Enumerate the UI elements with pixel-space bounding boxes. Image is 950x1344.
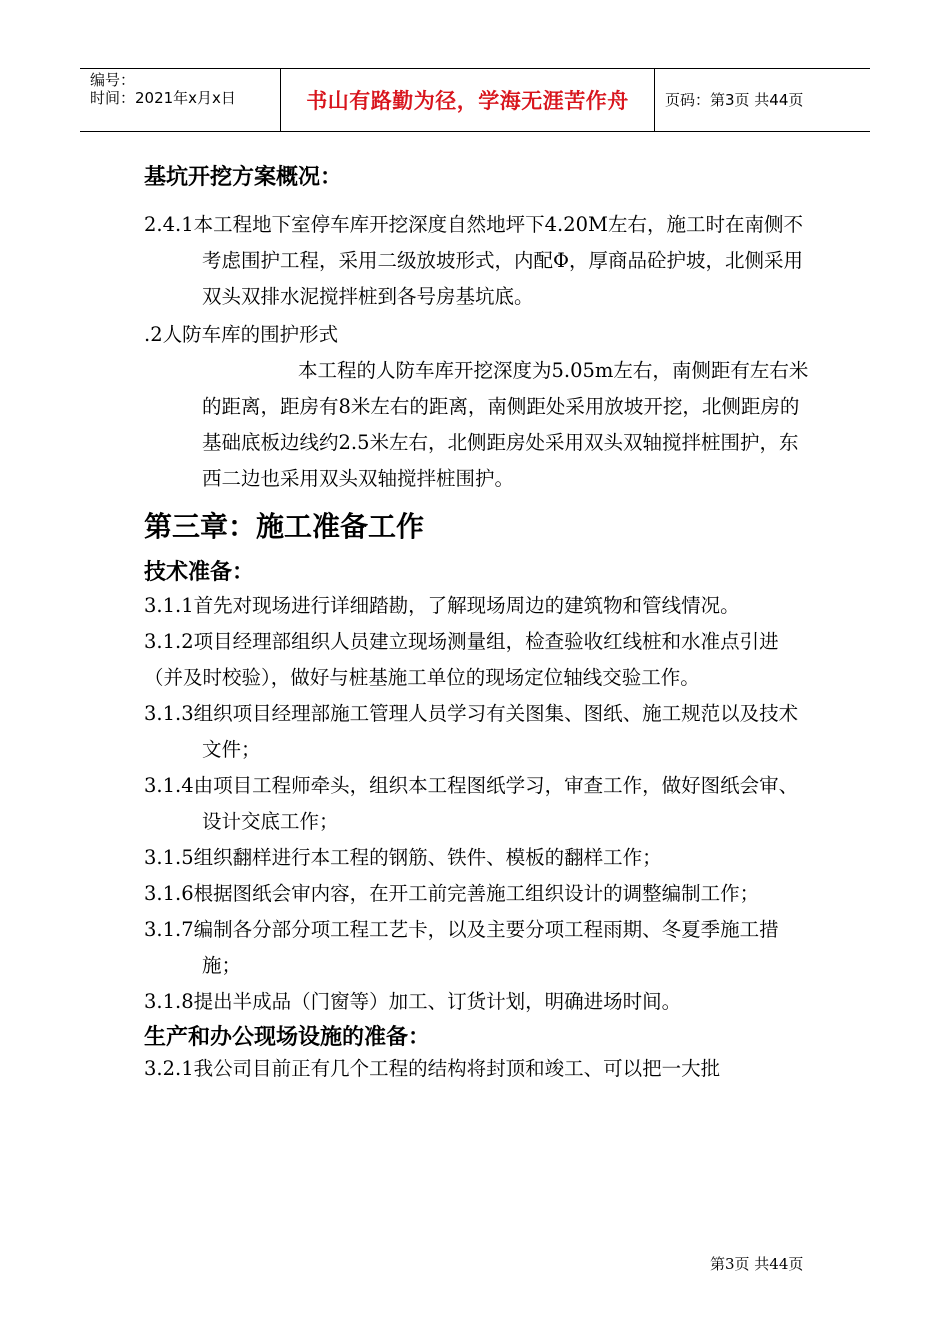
heading-excavation-overview: 基坑开挖方案概况：	[144, 165, 343, 190]
chapter-3-title: 第三章：施工准备工作	[144, 510, 425, 543]
paragraph-3-1-6: 3.1.6根据图纸会审内容，在开工前完善施工组织设计的调整编制工作；	[144, 882, 760, 905]
paragraph-3-1-7: 3.1.7编制各分部分项工程工艺卡，以及主要分项工程雨期、冬夏季施工措施；	[144, 918, 779, 977]
paragraph-2-title: .2人防车库的围护形式	[144, 323, 339, 346]
paragraph-3-1-1: 3.1.1首先对现场进行详细踏勘，了解现场周边的建筑物和管线情况。	[144, 594, 740, 617]
heading-site-facilities: 生产和办公现场设施的准备：	[144, 1025, 431, 1050]
motto: 书山有路勤为径，学海无涯苦作舟	[306, 89, 629, 113]
paragraph-3-1-2: 3.1.2项目经理部组织人员建立现场测量组，检查验收红线桩和水准点引进（并及时校验），做好与桩基施工单位的现场定位轴线交验工作。	[144, 630, 779, 689]
paragraph-2-body: 本工程的人防车库开挖深度为5.05m左右，南侧距有左右米的距离，距房有8米左右的距离，南侧距处采用放坡开挖，北侧距房的基础底板边线约2.5米左右，北侧距房处采用双头双轴搅拌桩围护，东西二边也采用双头双轴搅拌桩围护。	[202, 359, 809, 490]
page-header	[80, 68, 870, 132]
header-page-cell	[655, 69, 870, 131]
document-number: 编号：	[90, 71, 136, 89]
document-body	[144, 160, 812, 1087]
paragraph-3-1-4: 3.1.4由项目工程师牵头，组织本工程图纸学习，审查工作，做好图纸会审、设计交底工作；	[144, 774, 799, 833]
paragraph-3-1-5: 3.1.5组织翻样进行本工程的钢筋、铁件、模板的翻样工作；	[144, 846, 662, 869]
paragraph-2-4-1: 2.4.1本工程地下室停车库开挖深度自然地坪下4.20M左右，施工时在南侧不考虑围护工程，采用二级放坡形式，内配Φ，厚商品砼护坡，北侧采用双头双排水泥搅拌桩到各号房基坑底。	[144, 213, 804, 308]
header-page-number: 页码：第3页 共44页	[665, 91, 804, 109]
header-motto-cell	[280, 69, 655, 131]
footer-page-number: 第3页 共44页	[710, 1255, 804, 1273]
paragraph-3-1-3: 3.1.3组织项目经理部施工管理人员学习有关图集、图纸、施工规范以及技术文件；	[144, 702, 799, 761]
document-date: 时间：2021年x月x日	[90, 89, 236, 107]
header-meta-cell	[80, 69, 280, 131]
heading-technical-preparation: 技术准备：	[144, 560, 255, 585]
paragraph-3-1-8: 3.1.8提出半成品（门窗等）加工、订货计划，明确进场时间。	[144, 990, 682, 1013]
paragraph-3-2-1: 3.2.1我公司目前正有几个工程的结构将封顶和竣工、可以把一大批	[144, 1057, 721, 1080]
